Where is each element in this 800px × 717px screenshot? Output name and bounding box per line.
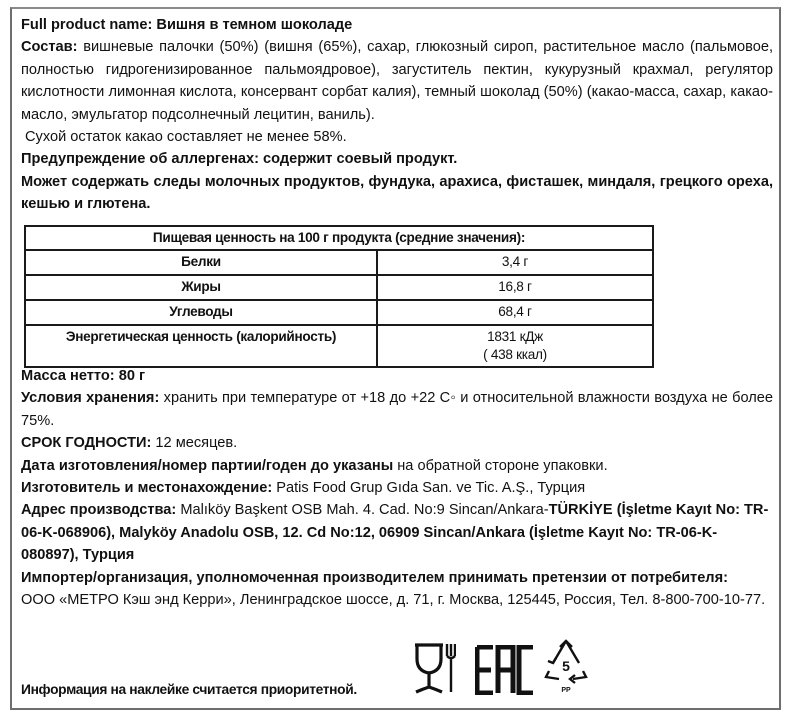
product-name-label: Full product name: xyxy=(21,17,153,33)
nutrient-name: Углеводы xyxy=(25,300,377,325)
allergen-warning: Предупреждение об аллергенах: содержит соевый продукт. xyxy=(21,151,458,168)
nutrition-table xyxy=(24,225,654,368)
energy-kcal: ( 438 ккал) xyxy=(483,347,547,362)
production-date xyxy=(21,455,773,477)
nutrient-name: Жиры xyxy=(25,275,377,300)
manufacturer-label: Изготовитель и местонахождение: xyxy=(21,480,273,497)
composition-paragraph xyxy=(21,36,773,126)
table-row xyxy=(25,275,653,300)
table-row xyxy=(25,250,653,275)
nutrient-value: 3,4 г xyxy=(377,250,653,275)
label-lower-text-block xyxy=(21,365,773,611)
net-weight: Масса нетто: 80 г xyxy=(21,368,146,384)
nutrient-value xyxy=(377,325,653,367)
food-contact-glass-fork-icon xyxy=(412,642,456,694)
importer-text: ООО «МЕТРО Кэш энд Керри», Ленинградское шоссе, д. 71, г. Москва, 125445, Россия, Тел. 8-800-700-10-77. xyxy=(21,592,766,609)
production-date-label: Дата изготовления/номер партии/годен до указаны xyxy=(21,457,394,474)
storage-text: хранить при температуре от +18 до +22 С◦ и относительной влажности воздуха не более 75%. xyxy=(21,390,773,429)
shelf-life-text: 12 месяцев. xyxy=(151,435,238,452)
label-footer xyxy=(21,658,781,709)
storage-conditions xyxy=(21,387,773,432)
nutrient-value: 68,4 г xyxy=(377,300,653,325)
nutrition-table-header: Пищевая ценность на 100 г продукта (средние значения): xyxy=(25,226,653,250)
priority-note: Информация на наклейке считается приоритетной. xyxy=(21,682,357,697)
nutrient-name: Белки xyxy=(25,250,377,275)
production-address-text: Malıköy Başkent OSB Mah. 4. Cad. No:9 Sincan/Ankara- xyxy=(176,502,549,519)
product-label-frame xyxy=(10,7,781,710)
composition-text: вишневые палочки (50%) (вишня (65%), сахар, глюкозный сироп, растительное масло (пальмовое, полностью гидрогенизированное пальмоядровое), загуститель пектин, кукурузный крахмал, регулятор кислотности лимонная кислота, консервант сорбат калия), темный шоколад (50%) (какао-масса, сахар, какао-масло, эмульгатор подсолнечный лецитин, ваниль). xyxy=(21,39,773,123)
nutrient-name: Энергетическая ценность (калорийность) xyxy=(25,325,377,367)
storage-label: Условия хранения: xyxy=(21,390,160,407)
recycling-pp-5-icon xyxy=(543,639,589,695)
energy-kj: 1831 кДж xyxy=(487,329,543,344)
product-name-value: Вишня в темном шоколаде xyxy=(152,17,353,33)
manufacturer xyxy=(21,477,773,499)
composition-label: Состав: xyxy=(21,39,78,56)
manufacturer-text: Patis Food Grup Gıda San. ve Tic. A.Ş., Турция xyxy=(272,480,586,497)
recycle-code: PP xyxy=(561,687,571,694)
recycle-number: 5 xyxy=(562,658,570,674)
nutrient-value: 16,8 г xyxy=(377,275,653,300)
importer-label: Импортер/организация, уполномоченная производителем принимать претензии от потребителя: xyxy=(21,569,728,586)
product-name-line xyxy=(21,14,773,36)
shelf-life xyxy=(21,432,773,454)
cocoa-note: Сухой остаток какао составляет не менее 58%. xyxy=(25,129,347,146)
production-address-label: Адрес производства: xyxy=(21,502,177,519)
table-row xyxy=(25,300,653,325)
production-address xyxy=(21,499,773,566)
table-row xyxy=(25,325,653,367)
nutrition-table-header-row xyxy=(25,226,653,250)
eac-mark-icon xyxy=(475,645,537,695)
production-date-text: на обратной стороне упаковки. xyxy=(393,457,608,474)
label-text-block xyxy=(21,14,773,216)
shelf-life-label: СРОК ГОДНОСТИ: xyxy=(21,435,152,452)
allergen-may-contain: Может содержать следы молочных продуктов, фундука, арахиса, фисташек, миндаля, грецкого ореха, кешью и глютена. xyxy=(21,173,773,213)
production-address-bold: TÜRKİYE (İşletme Kayıt No: TR-06-K-068906), Malyköy Anadolu OSB, 12. Cd No:12, 06909 Sincan/Ankara (İşletme Kayıt No: TR-06-K-080897), Турция xyxy=(21,502,769,564)
